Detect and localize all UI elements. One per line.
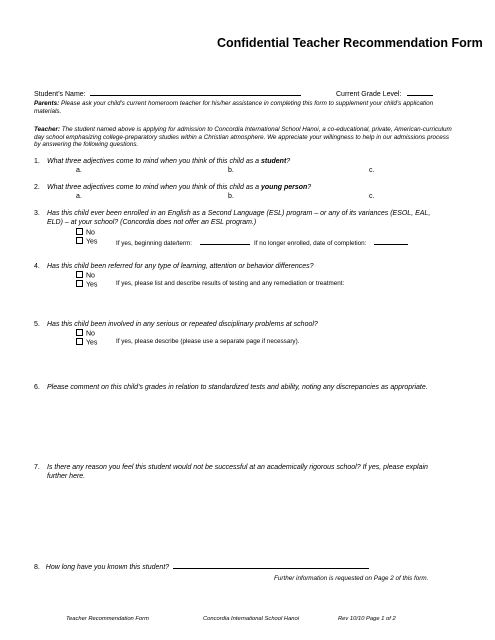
checkbox-yes[interactable] xyxy=(76,237,83,244)
question-number: 1. xyxy=(34,158,40,165)
option-yes[interactable]: Yes xyxy=(76,237,97,247)
esl-end-field[interactable] xyxy=(374,237,408,245)
question-number: 2. xyxy=(34,184,40,191)
esl-start-field[interactable] xyxy=(200,237,250,245)
known-duration-field[interactable] xyxy=(173,561,369,569)
esl-end-label: If no longer enrolled, date of completion: xyxy=(254,240,367,247)
question-number: 5. xyxy=(34,321,40,328)
student-name-row xyxy=(34,88,301,100)
option-yes-detail: If yes, please describe (please use a separate page if necessary). xyxy=(116,338,300,345)
footer-center: Concordia International School Hanoi xyxy=(203,616,300,622)
esl-start-label: If yes, beginning date/term: xyxy=(116,240,192,247)
answer-b: b. xyxy=(228,167,234,174)
question-8 xyxy=(34,561,369,573)
question-text: What three adjectives come to mind when you think of this child as a student? xyxy=(47,158,291,165)
question-number: 8. xyxy=(34,564,40,571)
option-no[interactable]: No xyxy=(76,329,95,339)
option-yes-detail: If yes, please list and describe results of testing and any remediation or treatment: xyxy=(116,280,345,287)
option-no[interactable]: No xyxy=(76,228,95,238)
esl-end-row xyxy=(254,237,408,248)
question-number: 6. xyxy=(34,384,40,391)
checkbox-no[interactable] xyxy=(76,228,83,235)
esl-start-row xyxy=(116,237,250,248)
question-number: 7. xyxy=(34,464,40,471)
option-yes[interactable]: Yes xyxy=(76,338,97,348)
question-text: Has this child been involved in any serious or repeated disciplinary problems at school? xyxy=(47,321,318,328)
question-text: Please comment on this child’s grades in relation to standardized tests and ability, noting any discrepancies as appropriate. xyxy=(47,384,428,391)
answer-a: a. xyxy=(76,193,82,200)
question-text: What three adjectives come to mind when you think of this child as a young person? xyxy=(47,184,312,191)
footer-left: Teacher Recommendation Form xyxy=(66,616,149,622)
teacher-label: Teacher: xyxy=(34,126,61,133)
parents-label: Parents: xyxy=(34,100,60,107)
grade-level-field[interactable] xyxy=(407,88,433,96)
answer-c: c. xyxy=(369,167,375,174)
option-yes[interactable]: Yes xyxy=(76,280,97,290)
teacher-note xyxy=(34,126,452,149)
checkbox-yes[interactable] xyxy=(76,280,83,287)
option-no[interactable]: No xyxy=(76,271,95,281)
question-text: Is there any reason you feel this student would not be successful at an academically rigorous school? If yes, please explain further here. xyxy=(47,464,428,480)
grade-level-row xyxy=(336,88,433,100)
teacher-text: The student named above is applying for admission to Concordia International School Hanoi, a co-educational, private, American-curriculum day school emphasizing college-preparatory studies within a Christian atmosphere. We appreciate your willingness to help in our admissions process by answering the following questions. xyxy=(34,126,452,149)
continued-note: Further information is requested on Page 2 of this form. xyxy=(274,575,429,582)
student-name-field[interactable] xyxy=(90,88,301,96)
checkbox-yes[interactable] xyxy=(76,338,83,345)
parents-text: Please ask your child’s current homeroom teacher for his/her assistance in completing this form to supplement your child’s application materials. xyxy=(34,100,434,115)
question-number: 4. xyxy=(34,263,40,270)
answer-a: a. xyxy=(76,167,82,174)
answer-c: c. xyxy=(369,193,375,200)
question-text: Has this child been referred for any type of learning, attention or behavior differences? xyxy=(47,263,314,270)
footer-right: Rev 10/10 Page 1 of 2 xyxy=(338,616,396,622)
question-text: Has this child ever been enrolled in an English as a Second Language (ESL) program – or any of its variances (ESOL, EAL, ELD) – at your school? (Concordia does not offer an ESL program.) xyxy=(47,210,431,226)
checkbox-no[interactable] xyxy=(76,329,83,336)
question-text: How long have you known this student? xyxy=(45,564,170,571)
question-number: 3. xyxy=(34,210,40,217)
parents-note xyxy=(34,100,444,115)
student-name-label: Student’s Name: xyxy=(34,91,86,98)
answer-b: b. xyxy=(228,193,234,200)
grade-level-label: Current Grade Level: xyxy=(336,91,402,98)
form-title: Confidential Teacher Recommendation Form xyxy=(217,36,483,50)
checkbox-no[interactable] xyxy=(76,271,83,278)
